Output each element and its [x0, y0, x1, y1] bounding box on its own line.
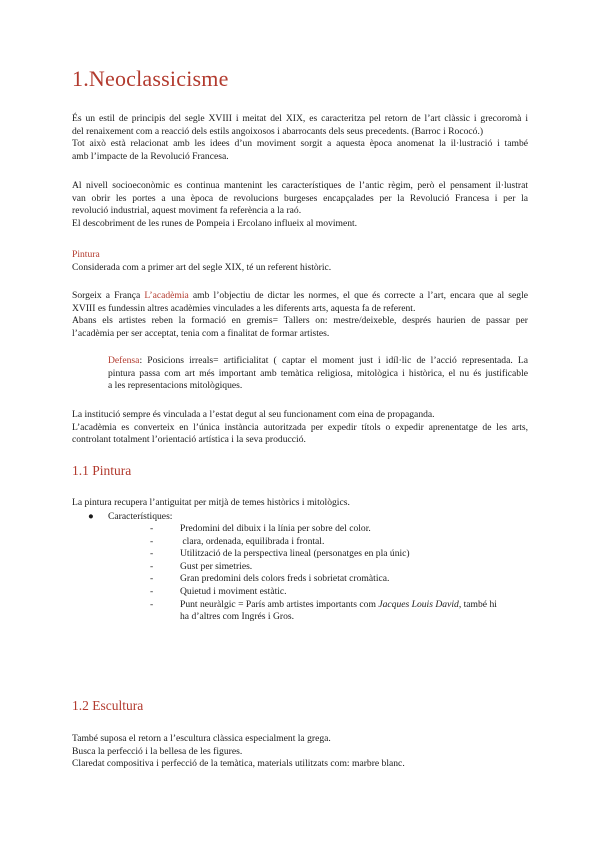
- bullet-icon: ●: [88, 511, 94, 522]
- dash-icon: -: [150, 523, 154, 534]
- section-heading-escultura: 1.2 Escultura: [72, 698, 144, 713]
- list-item-text: Gran predomini dels colors freds i sobrietat cromàtica.: [180, 573, 390, 585]
- list-item: [150, 548, 528, 561]
- artist-name: Jacques Louis David: [378, 598, 459, 610]
- list-item-text: Gust per simetries.: [180, 560, 253, 572]
- list-item: [150, 523, 528, 536]
- text-span: Punt neuràlgic = París amb artistes importants com: [180, 598, 379, 610]
- defensa-paragraph: [108, 355, 528, 393]
- text-line: Considerada com a primer art del segle XIX, té un referent històric.: [72, 261, 332, 273]
- dash-icon: -: [150, 585, 154, 597]
- text-span: Sorgeix a França: [72, 290, 145, 301]
- characteristics-label: Característiques:: [108, 511, 173, 522]
- characteristics-list: [150, 523, 528, 624]
- text-line: XVIII es fundessin altres acadèmies vinculades a les diferents arts, aquesta fa de referent.: [72, 302, 416, 314]
- text-line: És un estil de principis del segle XVIII i meitat del XIX, es caracteritza pel retorn de l’art clàssic i grecoromà i: [72, 113, 528, 124]
- page-title: 1.Neoclassicisme: [72, 66, 229, 91]
- text-line: La institució sempre és vinculada a l’estat degut al seu funcionament com eina de propaganda.: [72, 409, 435, 420]
- text-line: Abans els artistes reben la formació en gremis= Tallers on: mestre/deixeble, després haurien de passar per: [72, 315, 528, 327]
- text-line: Tot això està relacionat amb les idees d’un moviment sorgit a aquesta època anomenat la il·lustració i també: [72, 138, 528, 150]
- text-line: amb l’impacte de la Revolució Francesa.: [72, 150, 229, 162]
- intro-paragraph: [72, 113, 528, 163]
- text-line: l’acadèmia per ser acceptat, tenia com a finalitat de formar artistes.: [72, 327, 330, 339]
- text-line: revolució industrial, aquest moviment fa referència a la raó.: [72, 205, 302, 217]
- list-item-text: Utilització de la perspectiva lineal (personatges en pla únic): [180, 548, 410, 560]
- text-line: [72, 290, 528, 303]
- text-line: pintura passa com art més important amb temàtica religiosa, mitològica i històrica, el nu és justificable: [108, 367, 528, 379]
- socioeconomic-paragraph: [72, 180, 528, 230]
- text-span: amb l’objectiu de dictar les normes, el que és correcte a l’art, encara que al segle: [188, 290, 528, 301]
- list-item: [150, 561, 528, 574]
- academia-paragraph: [72, 290, 528, 340]
- text-line: Al nivell socioeconòmic es continua mantenint les característiques de l’antic règim, però el pensament il·lustrat: [72, 180, 528, 191]
- text-span: , també hi: [458, 598, 497, 610]
- defensa-label: Defensa: [108, 355, 140, 366]
- text-line: El descobriment de les runes de Pompeia i Ercolano influeix al moviment.: [72, 217, 358, 229]
- list-item-text: Predomini del dibuix i la línia per sobre del color.: [180, 523, 371, 534]
- list-item-text: Quietud i moviment estàtic.: [180, 585, 287, 597]
- text-line: controlant totalment l’orientació artística i la seva producció.: [72, 434, 306, 446]
- section-heading-pintura: 1.1 Pintura: [72, 463, 132, 478]
- text-line: L’acadèmia es converteix en l’única instància autoritzada per expedir títols o expedir aprenentatge de les arts,: [72, 421, 528, 433]
- list-item-text: ha d’altres com Ingrés i Gros.: [180, 611, 295, 623]
- text-line: Claredat compositiva i perfecció de la temàtica, materials utilitzats com: marbre blanc.: [72, 758, 405, 770]
- text-line: [108, 355, 528, 368]
- list-item-text: clara, ordenada, equilibrada i frontal.: [180, 535, 325, 547]
- list-item-text: [180, 599, 528, 612]
- list-item: [150, 536, 528, 549]
- pintura-subheading: Pintura: [72, 249, 100, 260]
- dash-icon: -: [150, 548, 154, 560]
- text-line: a les representacions mitològiques.: [108, 380, 243, 392]
- text-line: van obrir les portes a una època de revolucions burgeses encapçalades per la Revolució Francesa i per la: [72, 192, 528, 204]
- text-line: del renaixement com a reacció dels estils angoixosos i abarrocants dels seus precedents. (Barroc i Rococó.): [72, 125, 484, 137]
- academia-highlight: L’acadèmia: [144, 290, 189, 301]
- dash-icon: -: [150, 573, 154, 585]
- escultura-paragraph: [72, 733, 528, 771]
- pintura-intro: La pintura recupera l’antiguitat per mitjà de temes històrics i mitològics.: [72, 497, 350, 508]
- list-item: [150, 599, 528, 624]
- text-span: : Posicions irreals= artificialitat ( captar el moment just i idíl·lic de l’acció representada. La: [139, 355, 528, 366]
- dash-icon: -: [150, 598, 154, 610]
- text-line: També suposa el retorn a l’escultura clàssica especialment la grega.: [72, 733, 331, 744]
- dash-icon: -: [150, 535, 154, 547]
- list-item: [150, 573, 528, 586]
- pintura-block: [72, 249, 528, 274]
- text-line: Busca la perfecció i la bellesa de les figures.: [72, 745, 243, 757]
- list-item: [150, 586, 528, 599]
- dash-icon: -: [150, 560, 154, 572]
- institucio-paragraph: [72, 409, 528, 447]
